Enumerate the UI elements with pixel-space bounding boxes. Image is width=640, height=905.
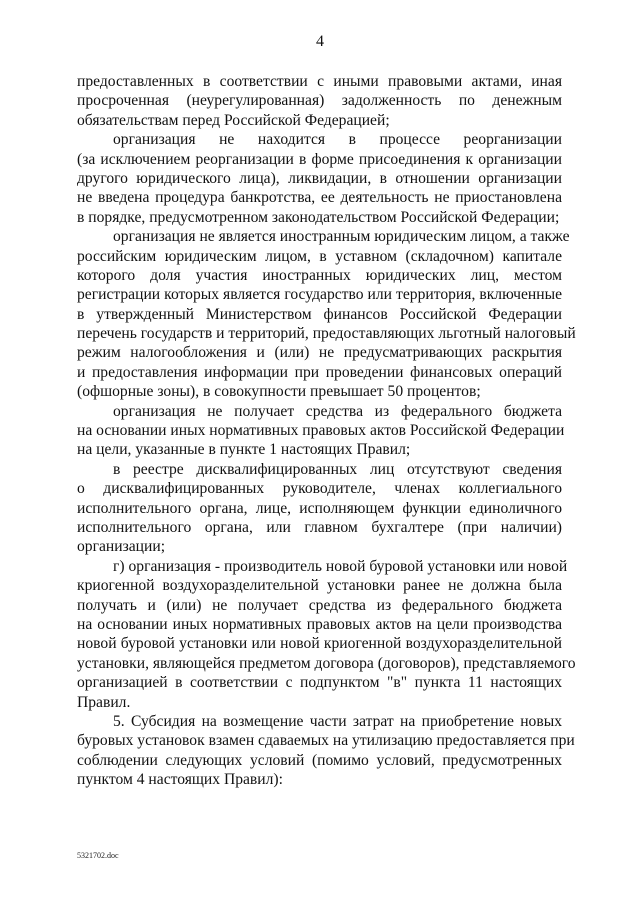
text-line: исполнительного органа, или главном бухгалтере (при наличии) [77, 518, 562, 536]
text-line: (за исключением реорганизации в форме присоединения к организации [77, 150, 562, 168]
text-line: в утвержденный Министерством финансов Российской Федерации [77, 305, 562, 323]
text-line: организацией в соответствии с подпунктом "в" пункта 11 настоящих [77, 674, 562, 692]
page-number: 4 [316, 33, 324, 50]
text-line: не введена процедура банкротства, ее деятельность не приостановлена [77, 189, 562, 207]
text-line: на основании иных нормативных правовых актов на цели производства [77, 615, 562, 633]
text-line: в реестре дисквалифицированных лиц отсутствуют сведения [113, 460, 562, 478]
text-line: г) организация - производитель новой буровой установки или новой [113, 557, 568, 575]
text-line: и предоставления информации при проведении финансовых операций [77, 363, 562, 381]
text-line: организация не находится в процессе реорганизации [113, 131, 562, 149]
text-line: в порядке, предусмотренном законодательством Российской Федерации; [77, 208, 560, 226]
text-line: другого юридического лица), ликвидации, в отношении организации [77, 169, 562, 187]
text-line: организация не является иностранным юридическим лицом, а также [113, 228, 570, 246]
text-line: обязательствам перед Российской Федерацией; [77, 111, 390, 129]
text-line: криогенной воздухоразделительной установки ранее не должна была [77, 577, 562, 595]
text-line: которого доля участия иностранных юридических лиц, местом [77, 266, 562, 284]
document-body [77, 72, 576, 789]
text-line: исполнительного органа, лице, исполняющем функции единоличного [77, 499, 562, 517]
text-line: на основании иных нормативных правовых актов Российской Федерации [77, 422, 565, 440]
text-line: соблюдении следующих условий (помимо условий, предусмотренных [77, 751, 562, 769]
text-line: регистрации которых является государство или территория, включенные [77, 286, 562, 304]
text-line: режим налогообложения и (или) не предусматривающих раскрытия [77, 344, 562, 362]
text-line: пунктом 4 настоящих Правил): [77, 771, 283, 789]
text-line: Правил. [77, 693, 131, 711]
text-line: установки, являющейся предметом договора (договоров), представляемого [77, 654, 576, 672]
text-line: новой буровой установки или новой криогенной воздухоразделительной [77, 635, 562, 653]
text-line: перечень государств и территорий, предоставляющих льготный налоговый [77, 325, 576, 343]
text-line: просроченная (неурегулированная) задолженность по денежным [77, 92, 562, 110]
text-line: предоставленных в соответствии с иными правовыми актами, иная [77, 73, 562, 90]
text-line: организации; [77, 538, 166, 556]
text-line: о дисквалифицированных руководителе, членах коллегиального [77, 480, 562, 498]
text-line: организация не получает средства из федерального бюджета [113, 402, 562, 420]
footer-filename: 5321702.doc [77, 851, 119, 860]
text-line: 5. Субсидия на возмещение части затрат на приобретение новых [113, 712, 562, 730]
text-line: получать и (или) не получает средства из федерального бюджета [77, 596, 562, 614]
text-line: (офшорные зоны), в совокупности превышает 50 процентов; [77, 383, 481, 401]
text-line: российским юридическим лицом, в уставном (складочном) капитале [77, 247, 562, 265]
text-line: буровых установок взамен сдаваемых на утилизацию предоставляется при [77, 732, 575, 750]
text-line: на цели, указанные в пункте 1 настоящих Правил; [77, 441, 411, 459]
